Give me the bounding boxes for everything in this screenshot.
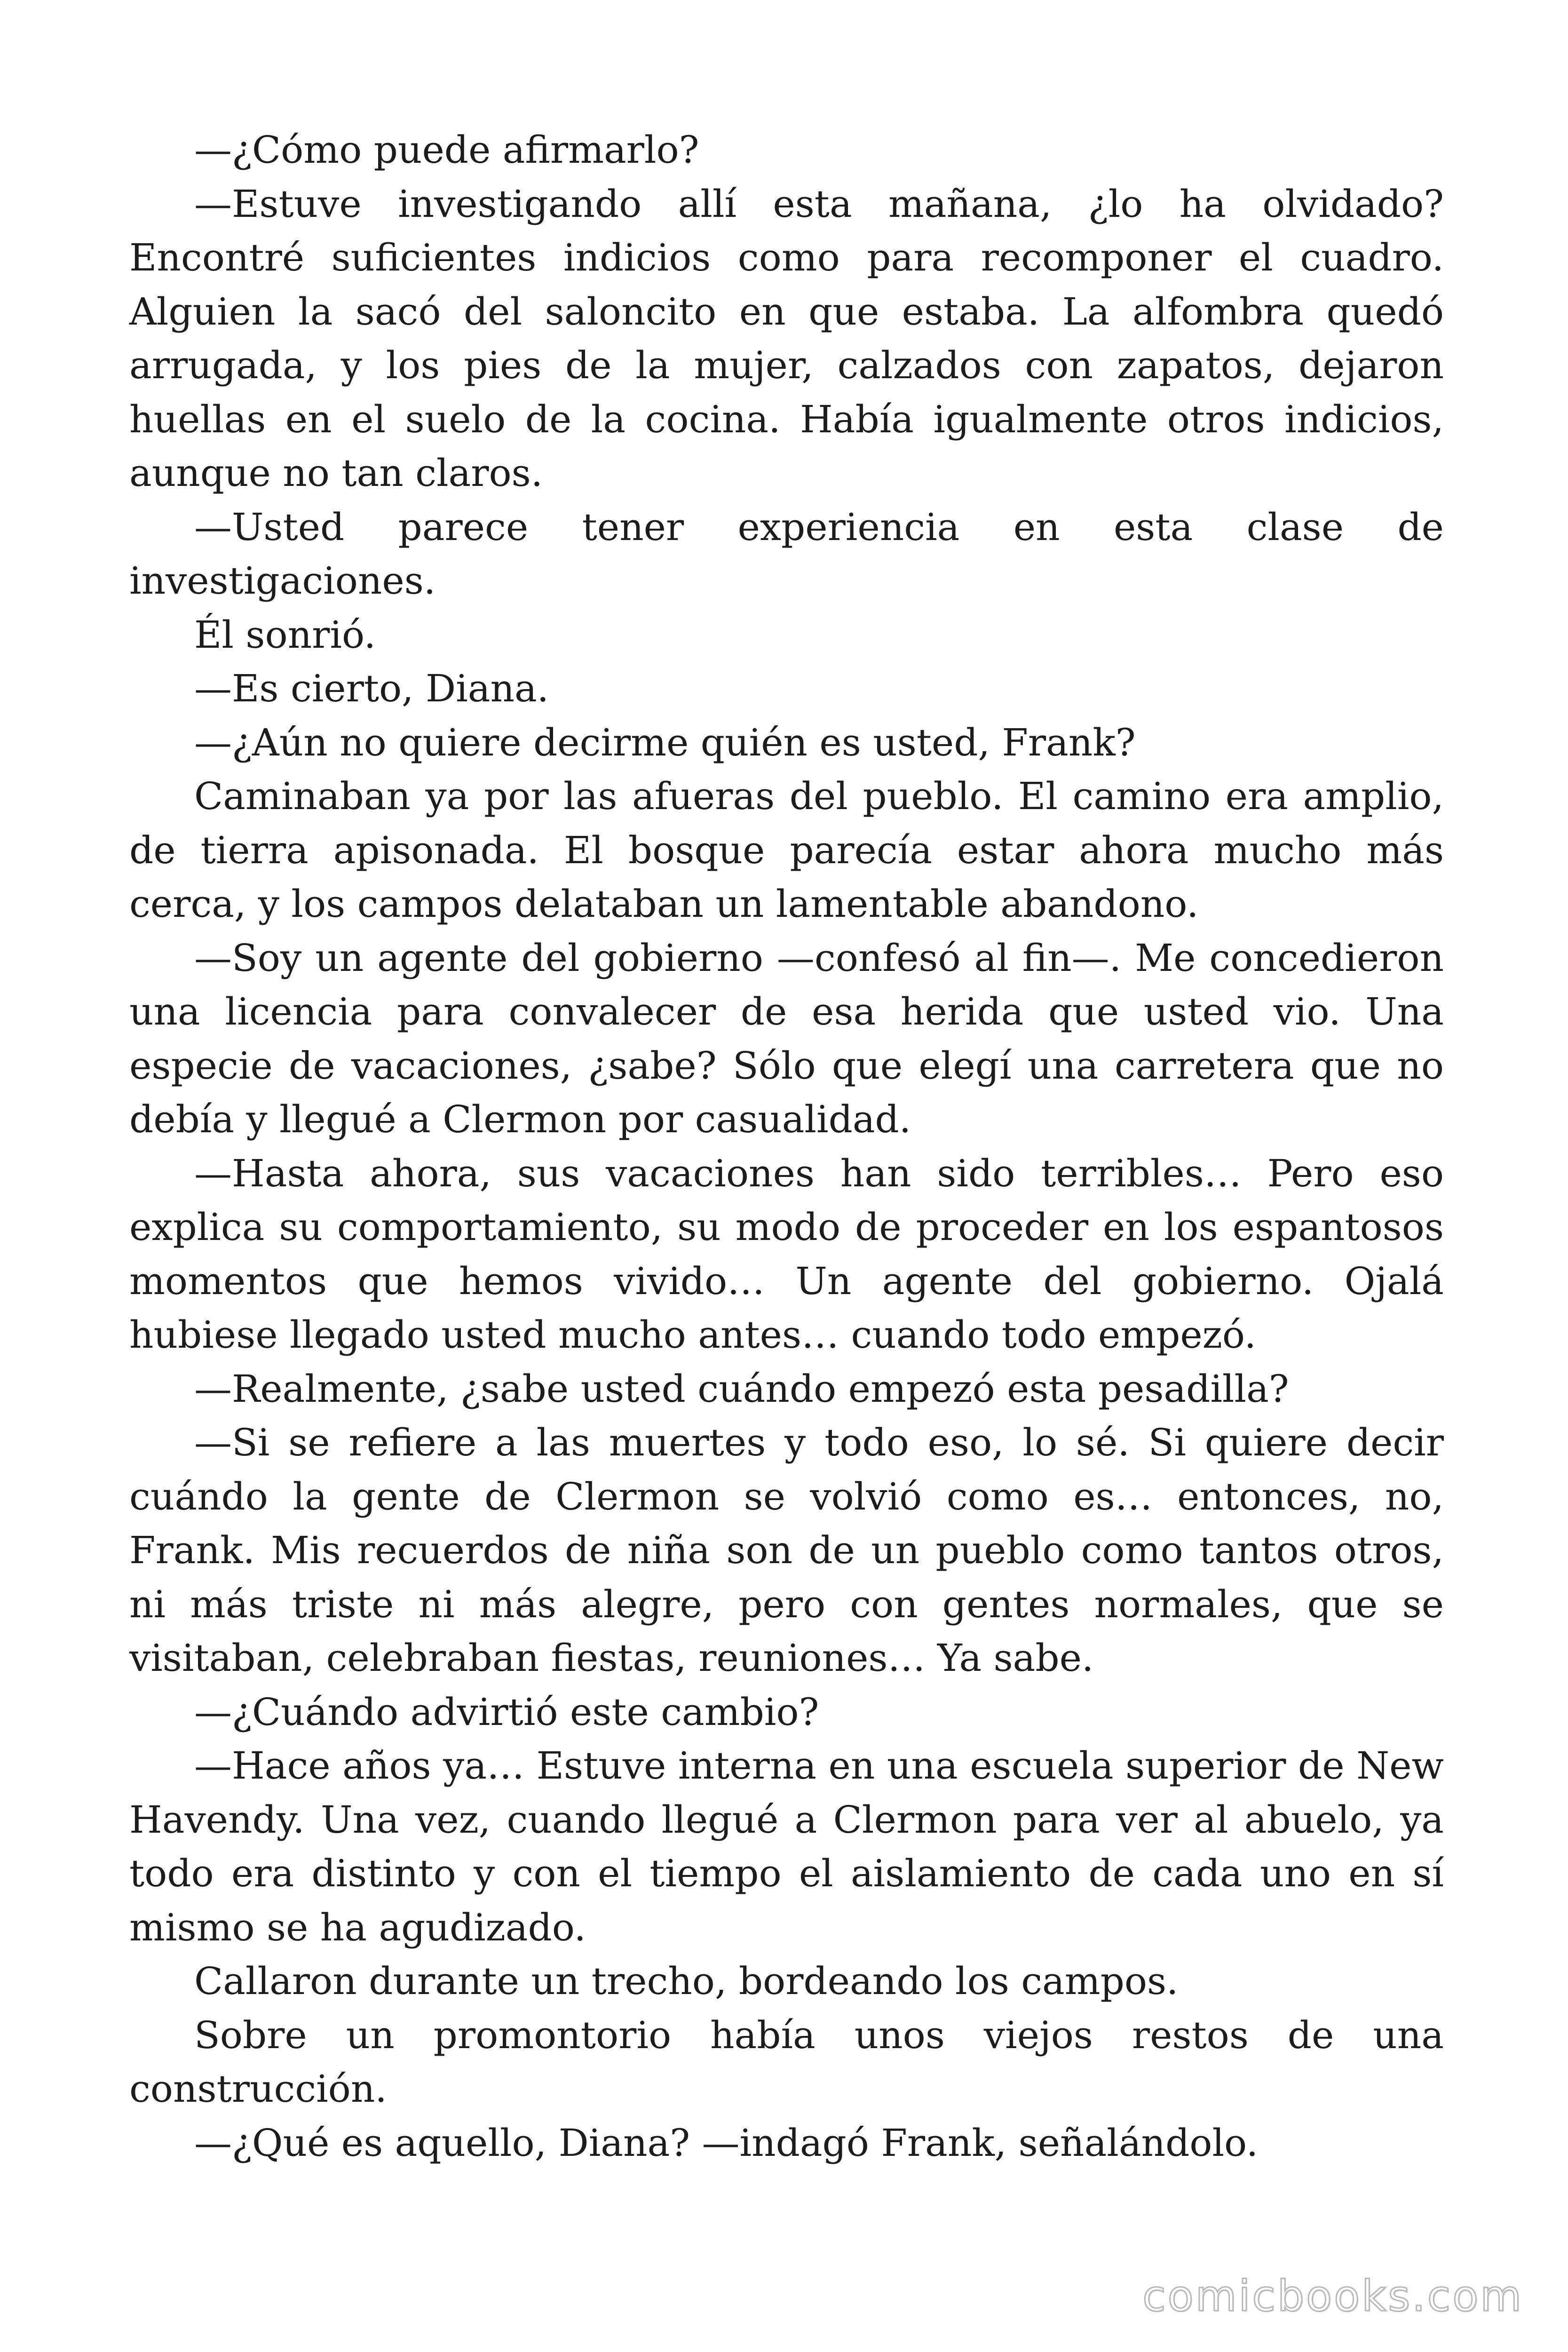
paragraph: Él sonrió. xyxy=(194,612,376,657)
paragraph: —¿Cuándo advirtió este cambio? xyxy=(194,1690,819,1734)
paragraph: —Hasta ahora, sus vacaciones han sido terribles… Pero eso explica su comportamiento, su modo de proceder en los espantosos momentos que hemos vivido… Un agente del gobierno. Ojalá hubiese llegado usted mucho antes… cuando todo empezó. xyxy=(129,1151,1444,1357)
paragraph: —Es cierto, Diana. xyxy=(194,667,549,710)
paragraph: Caminaban ya por las afueras del pueblo. El camino era amplio, de tierra apisonada. El bosque parecía estar ahora mucho más cerca, y los campos delataban un lamentable abandono. xyxy=(129,774,1444,926)
paragraph: Callaron durante un trecho, bordeando los campos. xyxy=(194,1959,1179,2003)
paragraph: —¿Cómo puede afirmarlo? xyxy=(194,128,699,172)
watermark: comicbooks.com xyxy=(1142,2272,1523,2321)
paragraph: —¿Qué es aquello, Diana? —indagó Frank, señalándolo. xyxy=(194,2121,1259,2165)
paragraph: —Usted parece tener experiencia en esta clase de investigaciones. xyxy=(129,505,1444,603)
paragraph: —Si se refiere a las muertes y todo eso, lo sé. Si quiere decir cuándo la gente de Clermon se volvió como es… entonces, no, Frank. Mis recuerdos de niña son de un pueblo como tantos otros, ni más triste ni más alegre, pero con gentes normales, que se visitaban, celebraban fiestas, reuniones… Ya sabe. xyxy=(129,1421,1444,1680)
page-text xyxy=(129,123,1444,2170)
paragraph: —Estuve investigando allí esta mañana, ¿lo ha olvidado? Encontré suficientes indicios como para recomponer el cuadro. Alguien la sacó del saloncito en que estaba. La alfombra quedó arrugada, y los pies de la mujer, calzados con zapatos, dejaron huellas en el suelo de la cocina. Había igualmente otros indicios, aunque no tan claros. xyxy=(129,182,1444,495)
paragraph: —Hace años ya… Estuve interna en una escuela superior de New Havendy. Una vez, cuando llegué a Clermon para ver al abuelo, ya todo era distinto y con el tiempo el aislamiento de cada uno en sí mismo se ha agudizado. xyxy=(129,1744,1444,1949)
paragraph: —Realmente, ¿sabe usted cuándo empezó esta pesadilla? xyxy=(194,1367,1289,1411)
paragraph: —¿Aún no quiere decirme quién es usted, Frank? xyxy=(194,720,1136,764)
paragraph: Sobre un promontorio había unos viejos restos de una construcción. xyxy=(129,2013,1444,2111)
paragraph: —Soy un agente del gobierno —confesó al fin—. Me concedieron una licencia para convalecer de esa herida que usted vio. Una especie de vacaciones, ¿sabe? Sólo que elegí una carretera que no debía y llegué a Clermon por casualidad. xyxy=(129,936,1444,1141)
